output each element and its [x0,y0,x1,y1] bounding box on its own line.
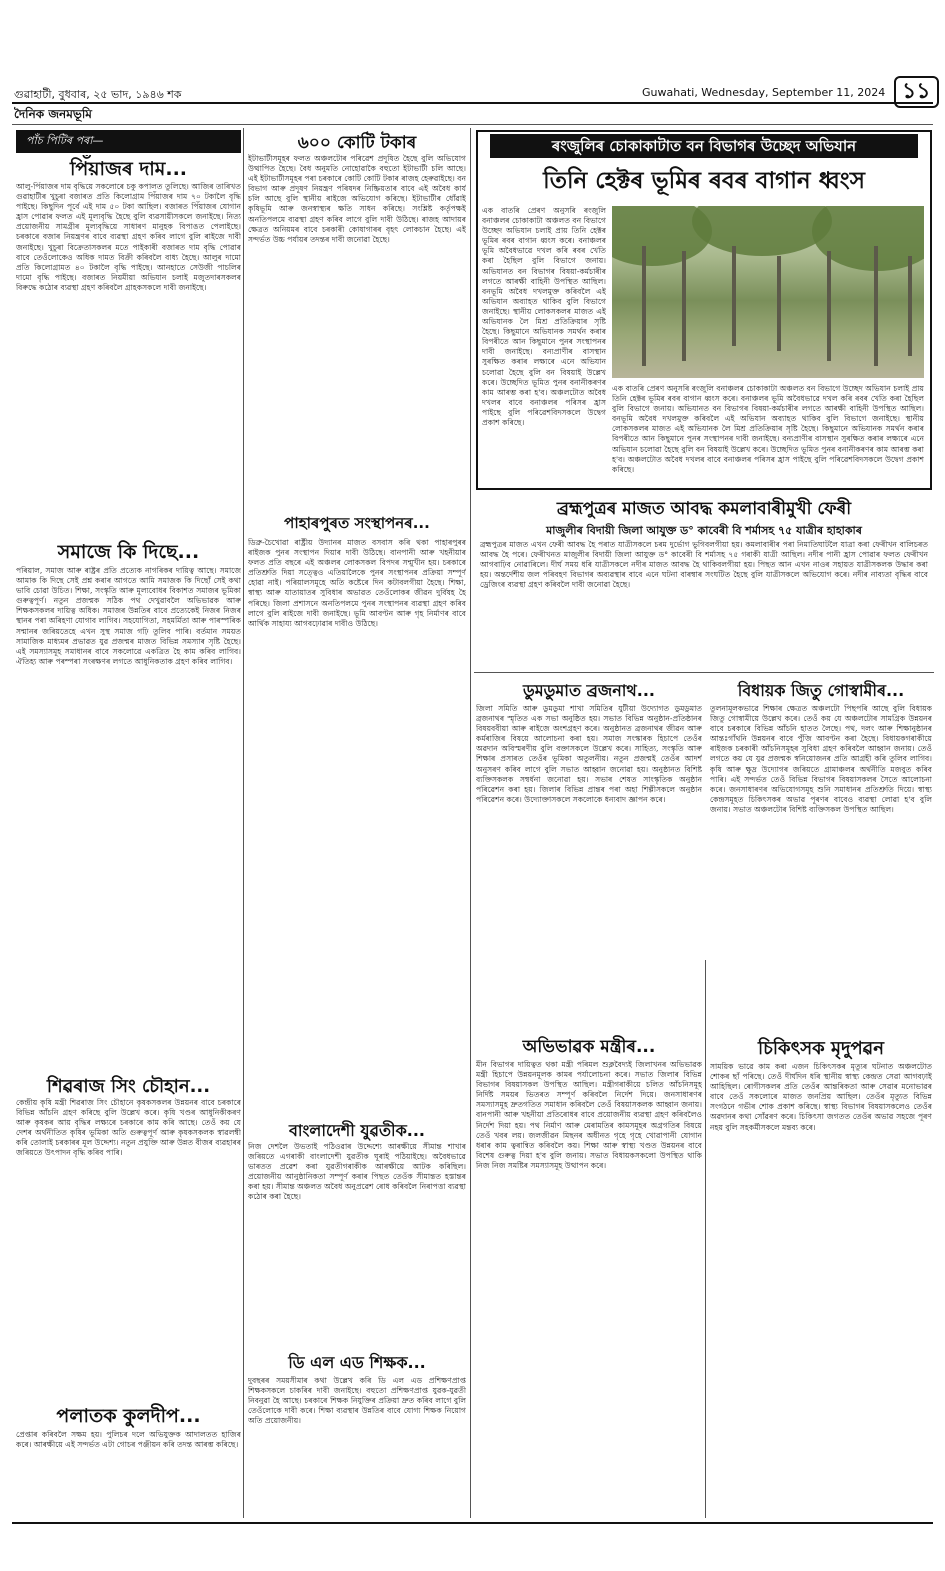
headline-society: সমাজে কি দিছে... [57,541,200,563]
headline-doctor: চিকিৎসক মৃদুপৱন [758,1038,884,1059]
article-deled: দুবছৰৰ সময়সীমাৰ কথা উল্লেখ কৰি ডি এল এড প্ৰশিক্ষণপ্ৰাপ্ত শিক্ষকসকলে চাকৰিৰ দাবী জনাইছে। বহুতো প্ৰশিক্ষণপ্ৰাপ্ত যুৱক-যুৱতী নিবনুৱা হৈ আছে। চৰকাৰে শিক্ষক নিযুক্তিৰ প্ৰক্ৰিয়া দ্ৰুত কৰিব লাগে বুলি তেওঁলোকে দাবী কৰে। শিক্ষা ব্যৱস্থাৰ উন্নতিৰ বাবে যোগ্য শিক্ষক নিয়োগ অতি প্ৰয়োজনীয়। [248,1376,466,1426]
feature-title: তিনি হেক্টৰ ভূমিৰ ৰবৰ বাগান ধ্বংস [543,168,865,194]
article-pahar: ডিব্ৰু-চৈখোৱা ৰাষ্ট্ৰীয় উদ্যানৰ মাজত বসবাস কৰি থকা পাহাৰপুৰৰ ৰাইজক পুনৰ সংস্থাপন দিয়াৰ দাবী উঠিছে। বানপানী আৰু খহনীয়াৰ ফলত প্ৰতি বছৰে এই অঞ্চলৰ লোকসকল বিপদৰ সন্মুখীন হয়। চৰকাৰে প্ৰতিশ্ৰুতি দিয়া সত্ত্বেও এতিয়ালৈকে পুনৰ সংস্থাপনৰ প্ৰক্ৰিয়া সম্পূৰ্ণ হোৱা নাই। পৰিয়ালসমূহে অতি কষ্টেৰে দিন কটাবলগীয়া হৈছে। শিক্ষা, স্বাস্থ্য আৰু যাতায়াতৰ সুবিধাৰ অভাৱত তেওঁলোকৰ জীৱন দুৰ্বিষহ হৈ পৰিছে। জিলা প্ৰশাসনে অনতিপলমে পুনৰ সংস্থাপনৰ ব্যৱস্থা গ্ৰহণ কৰিব লাগে বুলি ৰাইজে দাবী জনাইছে। ভূমি আবণ্টন আৰু গৃহ নিৰ্মাণৰ বাবে আৰ্থিক সাহায্য আগবঢ়োৱাৰ দাবীও উঠিছে। [248,538,466,628]
article-onion: আলু-পিঁয়াজৰ দাম বৃদ্ধিয়ে সকলোৰে চকু কপালত তুলিছে। আজিৰ তাৰিখত গুৱাহাটীৰ খুচুৰা বজাৰত প্ৰতি কিলোগ্ৰাম পিঁয়াজৰ দাম ৭০ টকালৈ বৃদ্ধি পাইছে। কিছুদিন পূৰ্বে এই দাম ৫০ টকা আছিল। বজাৰত পিঁয়াজৰ যোগান হ্ৰাস পোৱাৰ ফলত এই মূল্যবৃদ্ধি হৈছে বুলি ব্যৱসায়ীসকলে জনাইছে। নিত্য প্ৰয়োজনীয় সামগ্ৰীৰ মূল্যবৃদ্ধিয়ে সাধাৰণ মানুহক বিপাঙত পেলাইছে। চৰকাৰে বজাৰ নিয়ন্ত্ৰণৰ বাবে ব্যৱস্থা গ্ৰহণ কৰিব লাগে বুলি ৰাইজে দাবী জনাইছে। খুচুৰা বিক্ৰেতাসকলৰ মতে পাইকাৰী বজাৰত দাম বৃদ্ধি পোৱাৰ বাবে তেওঁলোকেও অধিক দামত বিক্ৰী কৰিবলৈ বাধ্য হৈছে। আলুৰ দামো প্ৰতি কিলোগ্ৰামত ৪০ টকালৈ বৃদ্ধি পাইছে। আনহাতে সেউজী পাচলিৰ দামো বৃদ্ধি পাইছে। বজাৰত নিয়মীয়া অভিযান চলাই মজুতদাৰসকলৰ বিৰুদ্ধে কঠোৰ ব্যৱস্থা গ্ৰহণ কৰিবলৈ গ্ৰাহকসকলে দাবী জনাইছে। [16,182,241,292]
headline-ferry: ব্ৰহ্মপুত্ৰৰ মাজত আবদ্ধ কমলাবাৰীমুখী ফেৰী [556,499,852,519]
headline-onion: পিঁয়াজৰ দাম... [69,158,188,180]
headline-bangladeshi: বাংলাদেশী যুৱতীক... [288,1121,426,1140]
article-ferry: ব্ৰহ্মপুত্ৰৰ মাজত এখন ফেৰী আবদ্ধ হৈ পৰাত যাত্ৰীসকলে চৰম দুৰ্ভোগ ভুগিবলগীয়া হয়। কমলাবাৰীৰ পৰা নিমাতিঘাটলৈ যাত্ৰা কৰা ফেৰীখন বালিচৰত আবদ্ধ হৈ পৰে। ফেৰীখনত মাজুলীৰ বিদায়ী জিলা আযুক্ত ড° কাবেৰী বি শৰ্মাসহ ৭৫ গৰাকী যাত্ৰী আছিল। নদীৰ পানী হ্ৰাস পোৱাৰ ফলত ফেৰীখন আগবাঢ়িব নোৱাৰিলে। দীৰ্ঘ সময় ধৰি যাত্ৰীসকলে নদীৰ মাজত আবদ্ধ হৈ থাকিবলগীয়া হয়। পিছত আন এখন নাওৰ সহায়ত যাত্ৰীসকলক উদ্ধাৰ কৰা হয়। অন্তৰ্দেশীয় জল পৰিবহণ বিভাগৰ অব্যৱস্থাৰ বাবে এনে ঘটনা বাৰম্বাৰ সংঘটিত হৈছে বুলি যাত্ৰীসকলে অভিযোগ কৰে। নদীৰ নাব্যতা বৃদ্ধিৰ বাবে ড্ৰেজিংৰ ব্যৱস্থা গ্ৰহণ কৰিবলৈ দাবী জনোৱা হৈছে। [480,540,928,590]
headline-jitu: বিধায়ক জিতু গোস্বামীৰ... [737,681,905,700]
headline-pahar: পাহাৰপুৰত সংস্থাপনৰ... [284,514,430,532]
left-dateline: গুৱাহাটী, বুধবাৰ, ২৫ ভাদ, ১৯৪৬ শক [14,88,182,101]
feature-article-left: এক বাতৰি প্ৰেৰণ অনুসৰি ৰংজুলি বনাঞ্চলৰ চোকাকাটা অঞ্চলত বন বিভাগে উচ্ছেদ অভিযান চলাই প্ৰায় তিনি হেক্টৰ ভূমিৰ ৰবৰ বাগান ধ্বংস কৰে। বনাঞ্চলৰ ভূমি অবৈধভাৱে দখল কৰি ৰবৰ খেতি কৰা হৈছিল বুলি বিভাগে জনায়। অভিযানত বন বিভাগৰ বিষয়া-কৰ্মচাৰীৰ লগতে আৰক্ষী বাহিনী উপস্থিত আছিল। বনভূমি অবৈধ দখলমুক্ত কৰিবলৈ এই অভিযান অব্যাহত থাকিব বুলি বিভাগে জনাইছে। স্থানীয় লোকসকলৰ মাজত এই অভিযানক লৈ মিশ্ৰ প্ৰতিক্ৰিয়াৰ সৃষ্টি হৈছে। কিছুমানে অভিযানক সমৰ্থন কৰাৰ বিপৰীতে আন কিছুমানে পুনৰ সংস্থাপনৰ দাবী জনাইছে। বন্যপ্ৰাণীৰ বাসস্থান সুৰক্ষিত কৰাৰ লক্ষ্যৰে এনে অভিযান চলোৱা হৈছে বুলি বন বিষয়াই উল্লেখ কৰে। উচ্ছেদিত ভূমিত পুনৰ বনানীকৰণৰ কাম আৰম্ভ কৰা হ'ব। অঞ্চলটোত অবৈধ দখলৰ বাবে বনাঞ্চলৰ পৰিসৰ হ্ৰাস পাইছে বুলি পৰিৱেশবিদসকলে উদ্বেগ প্ৰকাশ কৰিছে। [482,206,606,427]
masthead-rule-2 [12,124,933,125]
article-doctor: সাময়িক ভাৱে কাম কৰা এজন চিকিৎসকৰ মৃত্যুৰ ঘটনাত অঞ্চলটোত শোকৰ ছাঁ পৰিছে। তেওঁ দীৰ্ঘদিন ধৰি স্থানীয় স্বাস্থ্য কেন্দ্ৰত সেৱা আগবঢ়াই আহিছিল। ৰোগীসকলৰ প্ৰতি তেওঁৰ আন্তৰিকতা আৰু সেৱাৰ মনোভাৱৰ বাবে তেওঁ সকলোৰে মাজত জনপ্ৰিয় আছিল। তেওঁৰ মৃত্যুত বিভিন্ন সংগঠনে গভীৰ শোক প্ৰকাশ কৰিছে। স্বাস্থ্য বিভাগৰ বিষয়াসকলেও তেওঁৰ অৱদানৰ কথা সোঁৱৰণ কৰে। চিকিৎসা জগতত তেওঁৰ অভাৱ সহজে পূৰণ নহয় বুলি সহকৰ্মীসকলে মন্তব্য কৰে। [710,1062,932,1132]
article-dumdum: জিলা সমিতি আৰু ডুমডুমা শাখা সমিতিৰ যুটীয়া উদ্যোগত ডুমডুমাত ব্ৰজনাথৰ স্মৃতিত এক সভা অনুষ্ঠিত হয়। সভাত বিভিন্ন অনুষ্ঠান-প্ৰতিষ্ঠানৰ বিষয়ববীয়া আৰু ৰাইজে অংশগ্ৰহণ কৰে। অনুষ্ঠানত ব্ৰজনাথৰ জীৱন আৰু কৰ্মৰাজিৰ বিষয়ে আলোচনা কৰা হয়। সমাজ সংস্কাৰক হিচাপে তেওঁৰ অৱদান অবিস্মৰণীয় বুলি বক্তাসকলে উল্লেখ কৰে। সাহিত্য, সংস্কৃতি আৰু শিক্ষাৰ প্ৰসাৰত তেওঁৰ ভূমিকা অতুলনীয়। নতুন প্ৰজন্মই তেওঁৰ আদৰ্শ অনুসৰণ কৰিব লাগে বুলি সভাত আহ্বান জনোৱা হয়। অনুষ্ঠানত বিশিষ্ট ব্যক্তিসকলক সম্বৰ্ধনা জনোৱা হয়। সভাৰ শেষত সাংস্কৃতিক অনুষ্ঠান পৰিৱেশন কৰা হয়। জিলাৰ বিভিন্ন প্ৰান্তৰ পৰা অহা শিল্পীসকলে অনুষ্ঠান পৰিৱেশন কৰে। উদ্যোক্তাসকলে সকলোকে ধন্যবাদ জ্ঞাপন কৰে। [476,704,702,804]
rubber-plantation-photo [612,206,924,378]
column-rule-2 [470,128,471,1518]
article-bangladeshi: নিজ দেশলৈ উভতাই পঠিওৱাৰ উদ্দেশ্যে আৰক্ষীয়ে সীমান্ত শাখাৰ জৰিয়তে এগৰাকী বাংলাদেশী যুৱতীক ঘূৰাই পঠিয়াইছে। অবৈধভাৱে ভাৰতত প্ৰৱেশ কৰা যুৱতীগৰাকীক আৰক্ষীয়ে আটক কৰিছিল। প্ৰয়োজনীয় আনুষ্ঠানিকতা সম্পূৰ্ণ কৰাৰ পিছত তেওঁক সীমান্তত হস্তান্তৰ কৰা হয়। সীমান্ত অঞ্চলত অবৈধ অনুপ্ৰৱেশ ৰোধ কৰিবলৈ নিৰাপত্তা ব্যৱস্থা কঠোৰ কৰা হৈছে। [248,1142,466,1202]
headline-dumdum: ডুমডুমাত ব্ৰজনাথ... [522,681,656,700]
column-rule-3 [705,960,706,1518]
headline-fugitive: পলাতক কুলদীপ... [56,1405,201,1427]
masthead-rule [12,102,933,104]
footer-rule [12,1522,933,1524]
ferry-rule [474,672,934,673]
section-label: পাঁচ পিটিৰ পৰা— [16,130,241,153]
subheadline-ferry: মাজুলীৰ বিদায়ী জিলা আযুক্ত ড° কাবেৰী বি শৰ্মাসহ ৭৫ যাত্ৰীৰ হাহাকাৰ [546,524,862,537]
headline-crore: ৬০০ কোটি টকাৰ [297,133,417,153]
column-rule-1 [243,128,244,1518]
headline-guardian: অভিভাৱক মন্ত্ৰীৰ... [522,1037,656,1057]
brand-name: দৈনিক জনমভূমি [14,107,92,121]
headline-deled: ডি এল এড শিক্ষক... [288,1353,426,1372]
article-crore: ইটাভাটীসমূহৰ ফলত অঞ্চলটোৰ পৰিৱেশ প্ৰদূষিত হৈছে বুলি অভিযোগ উত্থাপিত হৈছে। বৈধ অনুমতি নোহোৱাকৈ বহুতো ইটাভাটী চলি আছে। এই ইটাভাটীসমূহৰ পৰা চৰকাৰে কোটি কোটি টকাৰ ৰাজহ হেৰুৱাইছে। বন বিভাগ আৰু প্ৰদূষণ নিয়ন্ত্ৰণ পৰিষদৰ নিষ্ক্ৰিয়তাৰ বাবে এই অবৈধ কাৰ্য চলি আছে বুলি স্থানীয় ৰাইজে অভিযোগ কৰিছে। ইটাভাটীৰ ধোঁৱাই কৃষিভূমি আৰু জনস্বাস্থ্যৰ ক্ষতি সাধন কৰিছে। সংশ্লিষ্ট কৰ্তৃপক্ষই অনতিপলমে ব্যৱস্থা গ্ৰহণ কৰিব লাগে বুলি দাবী উঠিছে। ৰাজহ আদায়ৰ ক্ষেত্ৰত অনিয়মৰ বাবে চৰকাৰী কোষাগাৰৰ বৃহৎ লোকচান হৈছে। এই সন্দৰ্ভত উচ্চ পৰ্যায়ৰ তদন্তৰ দাবী জনোৱা হৈছে। [248,154,466,244]
article-society: পৰিয়াল, সমাজ আৰু ৰাষ্ট্ৰৰ প্ৰতি প্ৰত্যেক নাগৰিকৰ দায়িত্ব আছে। সমাজে আমাক কি দিছে সেই প্ৰশ্ন কৰাৰ আগতে আমি সমাজক কি দিছোঁ সেই কথা ভাবি চোৱা উচিত। শিক্ষা, সংস্কৃতি আৰু মূল্যবোধৰ বিকাশত সমাজৰ ভূমিকা গুৰুত্বপূৰ্ণ। নতুন প্ৰজন্মক সঠিক পথ দেখুৱাবলৈ অভিভাৱক আৰু শিক্ষকসকলৰ দায়িত্ব অধিক। সমাজৰ উন্নতিৰ বাবে প্ৰত্যেকেই নিজৰ নিজৰ স্থানৰ পৰা অৰিহণা যোগাব লাগিব। সহযোগিতা, সহমৰ্মিতা আৰু পাৰস্পৰিক সন্মানৰ জৰিয়তেহে এখন সুস্থ সমাজ গঢ়ি তুলিব পাৰি। বৰ্তমান সময়ত সামাজিক মাধ্যমৰ প্ৰভাৱত যুৱ প্ৰজন্মৰ মাজত বিভিন্ন সমস্যাৰ সৃষ্টি হৈছে। এই সমস্যাসমূহ সমাধানৰ বাবে সকলোৱে একত্ৰিত হৈ কাম কৰিব লাগিব। ঐতিহ্য আৰু পৰম্পৰা সংৰক্ষণৰ লগতে আধুনিকতাক গ্ৰহণ কৰিব লাগিব। [16,566,241,666]
right-dateline: Guwahati, Wednesday, September 11, 2024 [642,86,886,99]
article-shivraj: কেন্দ্ৰীয় কৃষি মন্ত্ৰী শিৱৰাজ সিং চৌহানে কৃষকসকলৰ উন্নয়নৰ বাবে চৰকাৰে বিভিন্ন আঁচনি গ্ৰহণ কৰিছে বুলি উল্লেখ কৰে। কৃষি খণ্ডৰ আধুনিকীকৰণ আৰু কৃষকৰ আয় বৃদ্ধিৰ লক্ষ্যৰে চৰকাৰে কাম কৰি আছে। তেওঁ কয় যে দেশৰ অৰ্থনীতিত কৃষিৰ ভূমিকা অতি গুৰুত্বপূৰ্ণ আৰু কৃষকসকলক স্বাৱলম্বী কৰি তোলাই চৰকাৰৰ মূল উদ্দেশ্য। নতুন প্ৰযুক্তি আৰু উন্নত বীজৰ ব্যৱহাৰৰ জৰিয়তে উৎপাদন বৃদ্ধি কৰিব পাৰি। [16,1098,241,1158]
headline-shivraj: শিৱৰাজ সিং চৌহান... [46,1076,211,1097]
article-fugitive: প্ৰেপ্তাৰ কৰিবলৈ সক্ষম হয়। পুলিচৰ দলে অভিযুক্তক আদালতত হাজিৰ কৰে। আৰক্ষীয়ে এই সন্দৰ্ভত এটা গোচৰ পঞ্জীয়ন কৰি তদন্ত আৰম্ভ কৰিছে। [16,1430,241,1450]
feature-kicker: ৰংজুলিৰ চোকাকাটাত বন বিভাগৰ উচ্ছেদ অভিযান [490,134,918,158]
page-number: ১১ [894,76,939,108]
feature-article-bottom: এক বাতৰি প্ৰেৰণ অনুসৰি ৰংজুলি বনাঞ্চলৰ চোকাকাটা অঞ্চলত বন বিভাগে উচ্ছেদ অভিযান চলাই প্ৰায় তিনি হেক্টৰ ভূমিৰ ৰবৰ বাগান ধ্বংস কৰে। বনাঞ্চলৰ ভূমি অবৈধভাৱে দখল কৰি ৰবৰ খেতি কৰা হৈছিল বুলি বিভাগে জনায়। অভিযানত বন বিভাগৰ বিষয়া-কৰ্মচাৰীৰ লগতে আৰক্ষী বাহিনী উপস্থিত আছিল। বনভূমি অবৈধ দখলমুক্ত কৰিবলৈ এই অভিযান অব্যাহত থাকিব বুলি বিভাগে জনাইছে। স্থানীয় লোকসকলৰ মাজত এই অভিযানক লৈ মিশ্ৰ প্ৰতিক্ৰিয়াৰ সৃষ্টি হৈছে। কিছুমানে অভিযানক সমৰ্থন কৰাৰ বিপৰীতে আন কিছুমানে পুনৰ সংস্থাপনৰ দাবী জনাইছে। বন্যপ্ৰাণীৰ বাসস্থান সুৰক্ষিত কৰাৰ লক্ষ্যৰে এনে অভিযান চলোৱা হৈছে বুলি বন বিষয়াই উল্লেখ কৰে। উচ্ছেদিত ভূমিত পুনৰ বনানীকৰণৰ কাম আৰম্ভ কৰা হ'ব। অঞ্চলটোত অবৈধ দখলৰ বাবে বনাঞ্চলৰ পৰিসৰ হ্ৰাস পাইছে বুলি পৰিৱেশবিদসকলে উদ্বেগ প্ৰকাশ কৰিছে। [612,384,924,474]
article-jitu: তুলনামূলকভাৱে শিক্ষাৰ ক্ষেত্ৰত অঞ্চলটো পিছপৰি আছে বুলি বিধায়ক জিতু গোস্বামীয়ে উল্লেখ কৰে। তেওঁ কয় যে অঞ্চলটোৰ সামগ্ৰিক উন্নয়নৰ বাবে চৰকাৰে বিভিন্ন আঁচনি হাতত লৈছে। পথ, দলং আৰু শিক্ষানুষ্ঠানৰ আন্তঃগাঁথনি উন্নয়নৰ বাবে পুঁজি আবণ্টন কৰা হৈছে। বিধায়কগৰাকীয়ে ৰাইজক চৰকাৰী আঁচনিসমূহৰ সুবিধা গ্ৰহণ কৰিবলৈ আহ্বান জনায়। তেওঁ লগতে কয় যে যুৱ প্ৰজন্মক স্বনিয়োজনৰ প্ৰতি আগ্ৰহী কৰি তুলিব লাগিব। কৃষি আৰু ক্ষুদ্ৰ উদ্যোগৰ জৰিয়তে গ্ৰামাঞ্চলৰ অৰ্থনীতি মজবুত কৰিব পাৰি। এই সন্দৰ্ভত তেওঁ বিভিন্ন বিভাগৰ বিষয়াসকলৰ সৈতে আলোচনা কৰে। জনসাধাৰণৰ অভিযোগসমূহ শুনি সমাধানৰ প্ৰতিশ্ৰুতি দিয়ে। স্বাস্থ্য কেন্দ্ৰসমূহত চিকিৎসকৰ অভাৱ পূৰণৰ বাবেও ব্যৱস্থা লোৱা হ'ব বুলি জনায়। সভাত অঞ্চলটোৰ বিশিষ্ট ব্যক্তিসকল উপস্থিত আছিল। [710,704,932,814]
article-guardian: মীন বিভাগৰ দায়িত্বত থকা মন্ত্ৰী পৰিমল শুক্লবৈদ্যই জিলাখনৰ অভিভাৱক মন্ত্ৰী হিচাপে উন্নয়নমূলক কামৰ পৰ্যালোচনা কৰে। সভাত জিলাৰ বিভিন্ন বিভাগৰ বিষয়াসকল উপস্থিত আছিল। মন্ত্ৰীগৰাকীয়ে চলিত আঁচনিসমূহ নিৰ্দিষ্ট সময়ৰ ভিতৰত সম্পূৰ্ণ কৰিবলৈ নিৰ্দেশ দিয়ে। জনসাধাৰণৰ সমস্যাসমূহ দ্ৰুতগতিত সমাধান কৰিবলৈ তেওঁ বিষয়াসকলক আহ্বান জনায়। বানপানী আৰু খহনীয়া প্ৰতিৰোধৰ বাবে প্ৰয়োজনীয় ব্যৱস্থা গ্ৰহণ কৰিবলৈও নিৰ্দেশ দিয়া হয়। পথ নিৰ্মাণ আৰু মেৰামতিৰ কামসমূহৰ অগ্ৰগতিৰ বিষয়ে তেওঁ খবৰ লয়। জলজীৱন মিছনৰ অধীনত গৃহে গৃহে খোৱাপানী যোগান ধৰাৰ কাম ত্বৰান্বিত কৰিবলৈ কয়। শিক্ষা আৰু স্বাস্থ্য খণ্ডত উন্নয়নৰ বাবে বিশেষ গুৰুত্ব দিয়া হ'ব বুলি জনায়। সভাত বিধায়কসকলো উপস্থিত থাকি নিজ নিজ সমষ্টিৰ সমস্যাসমূহ উত্থাপন কৰে। [476,1060,702,1170]
